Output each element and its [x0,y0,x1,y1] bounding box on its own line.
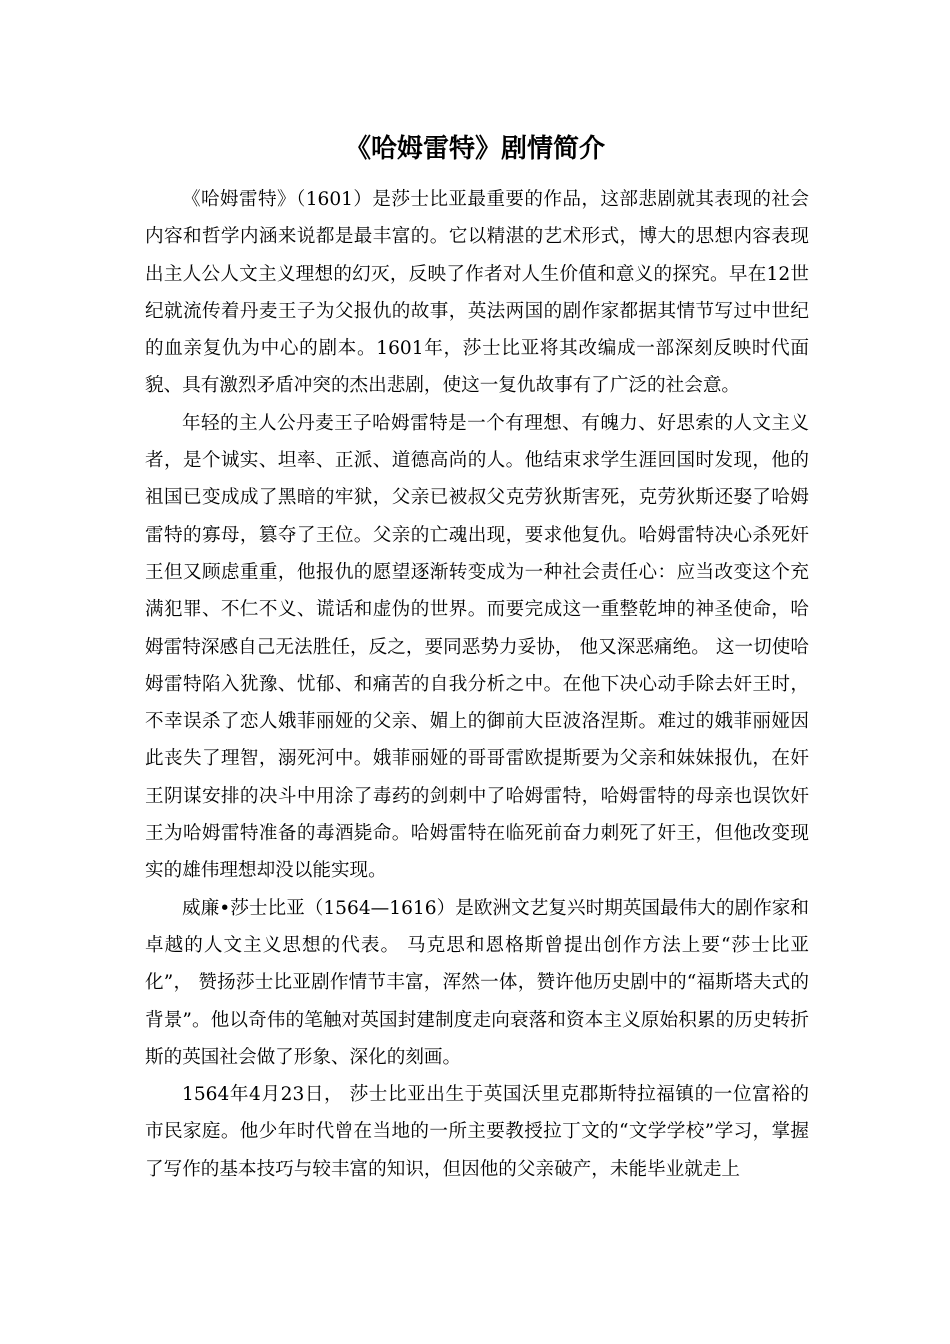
paragraph-shakespeare-intro: 威廉•莎士比亚（1564—1616）是欧洲文艺复兴时期英国最伟大的剧作家和卓越的人文主义思想的代表。 马克思和恩格斯曾提出创作方法上要“莎士比亚化”， 赞扬莎士比亚剧作情节丰富，浑然一体，赞许他历史剧中的“福斯塔夫式的背景”。他以奇伟的笔触对英国封建制度走向衰落和资本主义原始积累的历史转折斯的英国社会做了形象、深化的刻画。 [145,897,809,1068]
paragraph-hamlet-overview: 《哈姆雷特》（1601）是莎士比亚最重要的作品，这部悲剧就其表现的社会内容和哲学内涵来说都是最丰富的。它以精湛的艺术形式，博大的思想内容表现出主人公人文主义理想的幻灭，反映了作者对人生价值和意义的探究。早在12世纪就流传着丹麦王子为父报仇的故事，英法两国的剧作家都据其情节写过中世纪的血亲复仇为中心的剧本。1601年，莎士比亚将其改编成一部深刻反映时代面貌、具有激烈矛盾冲突的杰出悲剧，使这一复仇故事有了广泛的社会意。 [145,189,809,397]
paragraph-shakespeare-biography: 1564年4月23日， 莎士比亚出生于英国沃里克郡斯特拉福镇的一位富裕的市民家庭。他少年时代曾在当地的一所主要教授拉丁文的“文学学校”学习，掌握了写作的基本技巧与较丰富的知识，但因他的父亲破产，未能毕业就走上 [145,1084,809,1180]
paragraph-plot-summary: 年轻的主人公丹麦王子哈姆雷特是一个有理想、有魄力、好思索的人文主义者，是个诚实、坦率、正派、道德高尚的人。他结束求学生涯回国时发现，他的祖国已变成成了黑暗的牢狱，父亲已被叔父克劳狄斯害死，克劳狄斯还娶了哈姆雷特的寡母，篡夺了王位。父亲的亡魂出现，要求他复仇。哈姆雷特决心杀死奸王但又顾虑重重，他报仇的愿望逐渐转变成为一种社会责任心：应当改变这个充满犯罪、不仁不义、谎话和虚伪的世界。而要完成这一重整乾坤的神圣使命，哈姆雷特深感自己无法胜任，反之，要同恶势力妥协， 他又深恶痛绝。 这一切使哈姆雷特陷入犹豫、忧郁、和痛苦的自我分析之中。在他下决心动手除去奸王时，不幸误杀了恋人娥菲丽娅的父亲、媚上的御前大臣波洛涅斯。难过的娥菲丽娅因此丧失了理智，溺死河中。娥菲丽娅的哥哥雷欧提斯要为父亲和妹妹报仇，在奸王阴谋安排的决斗中用涂了毒药的剑刺中了哈姆雷特，哈姆雷特的母亲也误饮奸王为哈姆雷特准备的毒酒毙命。哈姆雷特在临死前奋力刺死了奸王，但他改变现实的雄伟理想却没以能实现。 [145,412,809,882]
document-body [145,181,809,1188]
document-title: 《哈姆雷特》剧情简介 [344,134,605,164]
